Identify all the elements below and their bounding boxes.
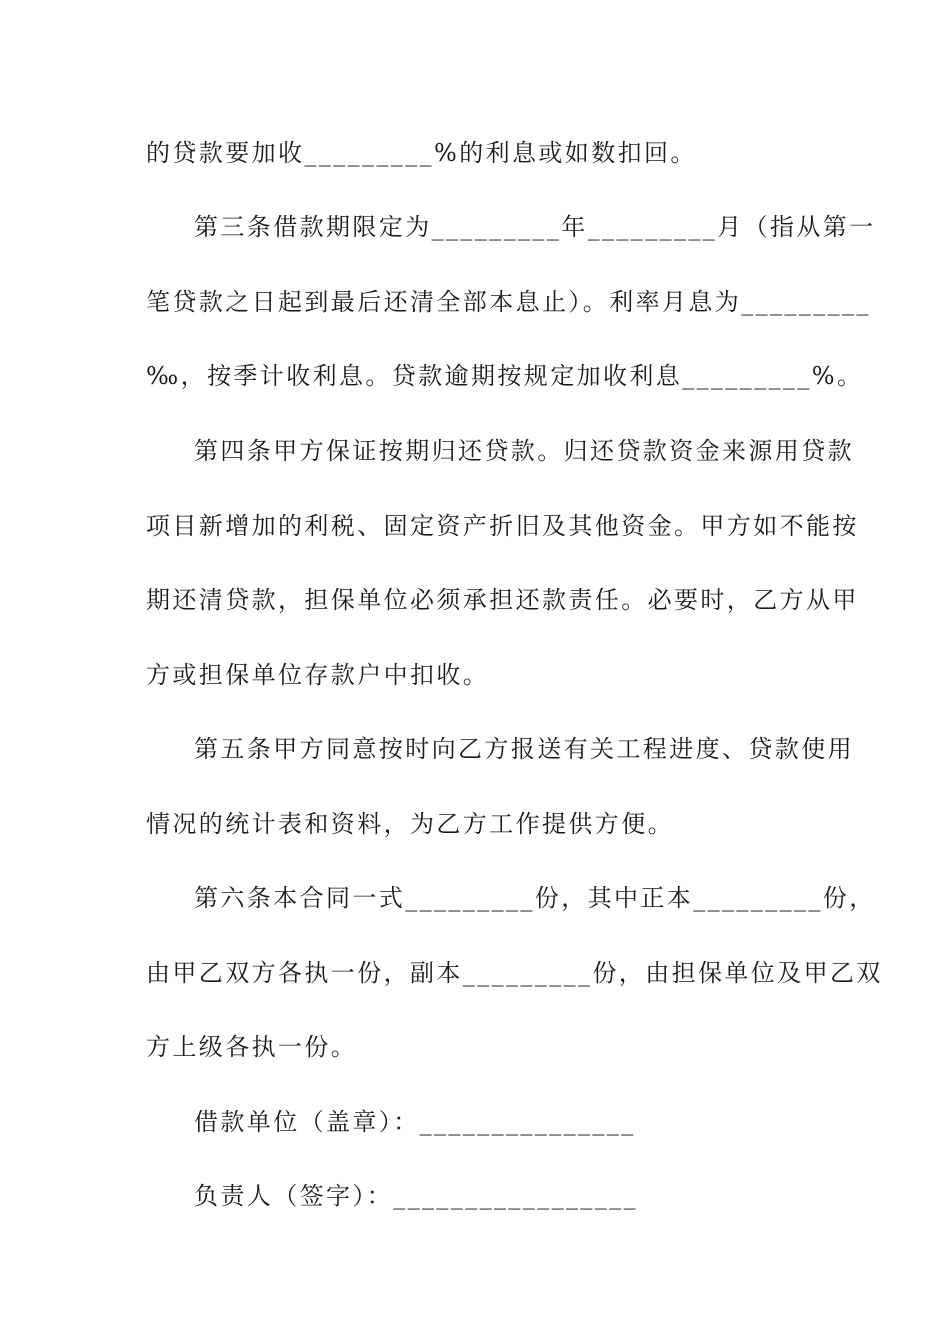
line-text: 负责人（签字）：_________________	[194, 1182, 638, 1210]
line-text: 第四条甲方保证按期归还贷款。归还贷款资金来源用贷款	[194, 437, 854, 465]
line-text: 第六条本合同一式_________份，其中正本_________份，	[194, 884, 876, 912]
line-text: 的贷款要加收_________%的利息或如数扣回。	[146, 139, 697, 167]
line-text: ‰，按季计收利息。贷款逾期按规定加收利息_________%。	[146, 362, 864, 390]
line-text: 期还清贷款，担保单位必须承担还款责任。必要时，乙方从甲	[146, 586, 859, 614]
line-text: 借款单位（盖章）：_______________	[194, 1108, 636, 1136]
line-text: 第五条甲方同意按时向乙方报送有关工程进度、贷款使用	[194, 735, 854, 763]
line-text: 方上级各执一份。	[146, 1033, 358, 1061]
line-text: 项目新增加的利税、固定资产折旧及其他资金。甲方如不能按	[146, 512, 859, 540]
line-text: 方或担保单位存款户中扣收。	[146, 661, 490, 689]
line-text: 由甲乙双方各执一份，副本_________份，由担保单位及甲乙双	[146, 959, 883, 987]
line-text: 第三条借款期限定为_________年_________月（指从第一	[194, 213, 876, 241]
line-text: 笔贷款之日起到最后还清全部本息止）。利率月息为_________	[146, 288, 871, 316]
line-text: 情况的统计表和资料，为乙方工作提供方便。	[146, 810, 674, 838]
